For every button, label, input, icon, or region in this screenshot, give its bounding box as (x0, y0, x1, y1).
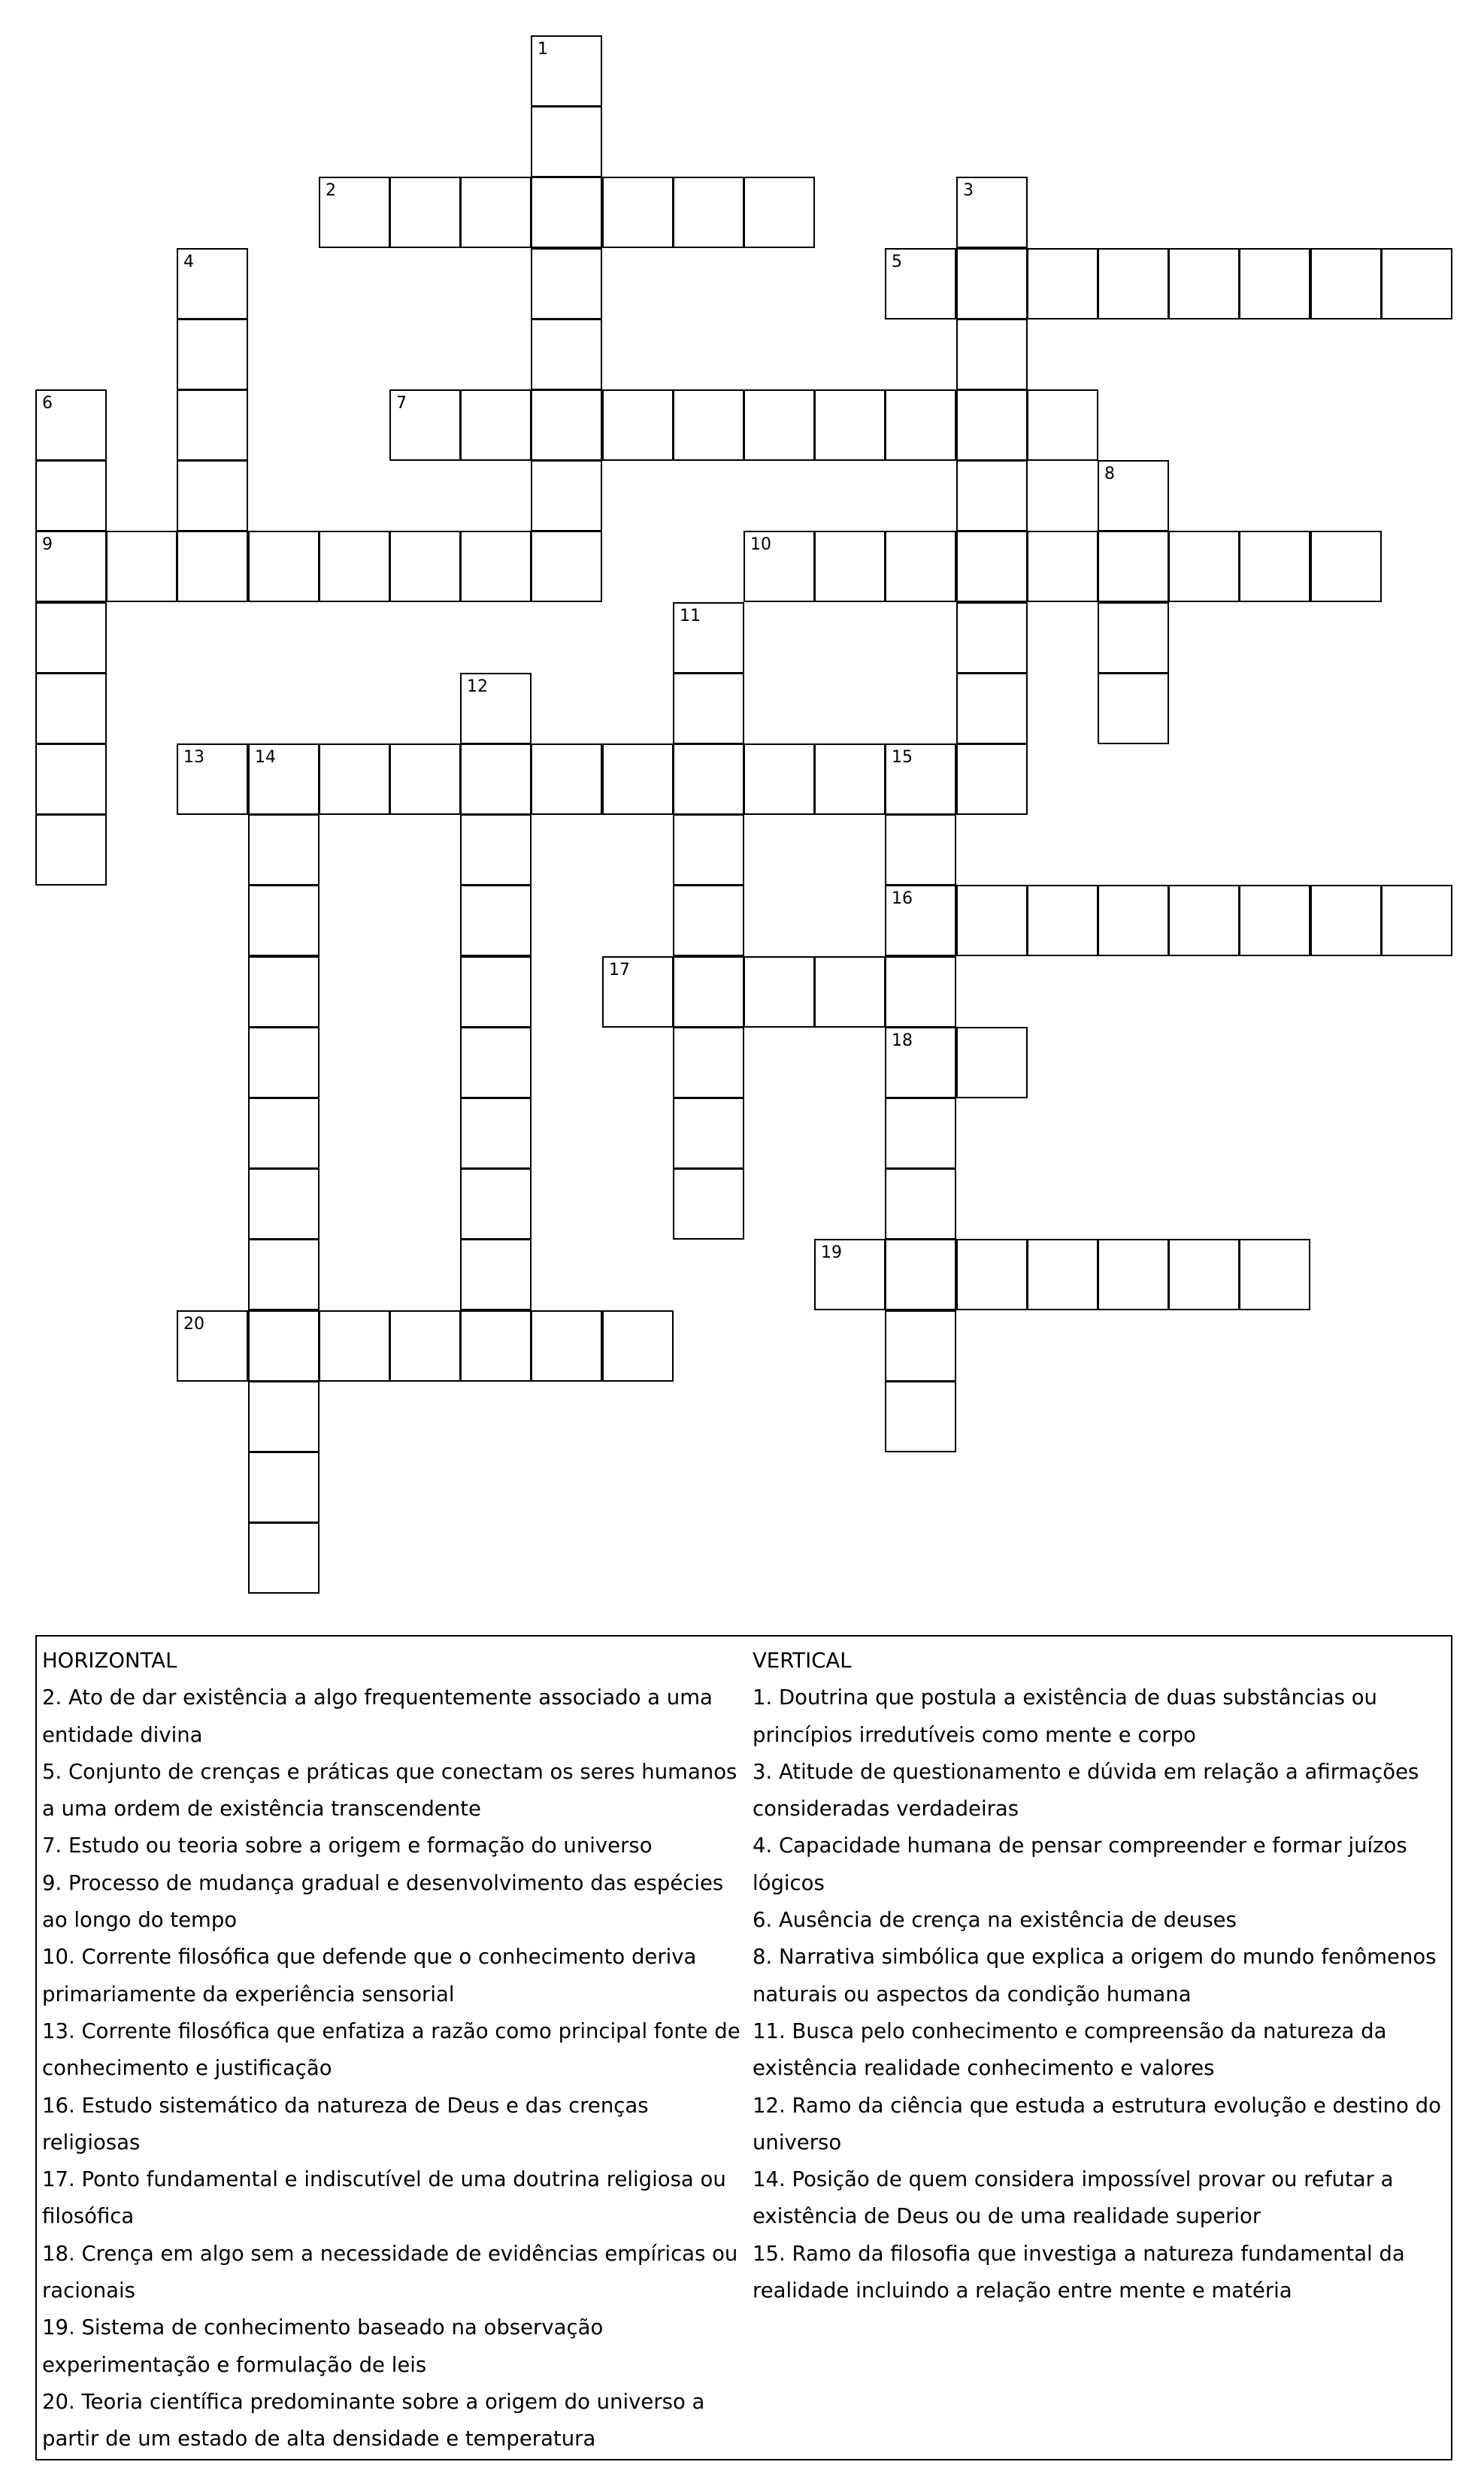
grid-cell[interactable] (460, 1239, 532, 1310)
grid-cell[interactable] (460, 177, 532, 248)
grid-cell[interactable] (389, 389, 461, 461)
grid-cell[interactable] (248, 1522, 320, 1594)
grid-cell[interactable] (177, 1310, 248, 1382)
grid-cell[interactable] (1098, 531, 1169, 602)
grid-cell[interactable] (885, 1098, 956, 1169)
grid-cell[interactable] (389, 1310, 461, 1382)
clue-text: 20. Teoria científica predominante sobre a origem do universo a partir de um estado de alta densidade e temperatura (42, 2389, 705, 2451)
grid-cell[interactable] (956, 460, 1028, 531)
grid-cell[interactable] (956, 319, 1028, 390)
clue-number: 13 (183, 748, 204, 767)
clue-number: 18 (892, 1031, 913, 1050)
clue-number: 1 (538, 40, 548, 59)
grid-cell[interactable] (1239, 248, 1310, 319)
grid-cell[interactable] (1027, 1239, 1098, 1310)
grid-cell[interactable] (744, 389, 815, 461)
grid-cell[interactable] (531, 319, 602, 390)
grid-cell[interactable] (389, 743, 461, 815)
grid-cell[interactable] (460, 1168, 532, 1240)
grid-cell[interactable] (673, 743, 744, 815)
grid-cell[interactable] (460, 885, 532, 956)
grid-cell[interactable] (177, 531, 248, 602)
grid-cell[interactable] (35, 531, 107, 602)
grid-cell[interactable] (885, 1027, 956, 1098)
grid-cell[interactable] (177, 248, 248, 319)
clue-text: 4. Capacidade humana de pensar compreender e formar juízos lógicos (753, 1833, 1407, 1895)
clue-number: 15 (892, 748, 913, 767)
clue-text: 2. Ato de dar existência a algo frequentemente associado a uma entidade divina (42, 1685, 713, 1747)
clue-number: 8 (1104, 465, 1115, 483)
clue-text: 14. Posição de quem considera impossível provar ou refutar a existência de Deus ou de uma realidade superior (753, 2167, 1394, 2229)
grid-cell[interactable] (35, 673, 107, 744)
grid-cell[interactable] (885, 956, 956, 1028)
grid-cell[interactable] (531, 106, 602, 177)
clue-number: 11 (680, 607, 701, 625)
clue-text: 1. Doutrina que postula a existência de duas substâncias ou princípios irredutíveis como mente e corpo (753, 1685, 1377, 1747)
grid-cell[interactable] (531, 248, 602, 319)
clue-text: 10. Corrente filosófica que defende que o conhecimento deriva primariamente da experiência sensorial (42, 1945, 697, 2006)
grid-cell[interactable] (1239, 1239, 1310, 1310)
grid-cell[interactable] (673, 1027, 744, 1098)
grid-cell[interactable] (106, 531, 177, 602)
grid-cell[interactable] (956, 1239, 1028, 1310)
clue-text: 12. Ramo da ciência que estuda a estrutura evolução e destino do universo (753, 2093, 1441, 2154)
clue-text: 9. Processo de mudança gradual e desenvolvimento das espécies ao longo do tempo (42, 1870, 724, 1933)
clue-number: 12 (467, 677, 488, 696)
grid-cell[interactable] (885, 1310, 956, 1382)
grid-cell[interactable] (319, 177, 390, 248)
clue-number: 5 (892, 253, 902, 271)
grid-cell[interactable] (389, 177, 461, 248)
grid-cell[interactable] (885, 743, 956, 815)
grid-cell[interactable] (1310, 531, 1382, 602)
grid-cell[interactable] (248, 531, 320, 602)
grid-cell[interactable] (1381, 885, 1452, 956)
grid-cell[interactable] (1098, 673, 1169, 744)
grid-cell[interactable] (885, 885, 956, 956)
grid-cell[interactable] (248, 1310, 320, 1382)
grid-cell[interactable] (460, 1310, 532, 1382)
grid-cell[interactable] (1027, 531, 1098, 602)
grid-cell[interactable] (1239, 531, 1310, 602)
grid-cell[interactable] (673, 389, 744, 461)
grid-cell[interactable] (956, 389, 1028, 461)
grid-cell[interactable] (956, 743, 1028, 815)
clue-text: 17. Ponto fundamental e indiscutível de uma doutrina religiosa ou filosófica (42, 2167, 726, 2229)
clue-text: 3. Atitude de questionamento e dúvida em relação a afirmações consideradas verdadeiras (753, 1759, 1419, 1821)
grid-cell[interactable] (460, 531, 532, 602)
grid-cell[interactable] (744, 743, 815, 815)
grid-cell[interactable] (602, 177, 674, 248)
grid-cell[interactable] (460, 389, 532, 461)
grid-cell[interactable] (460, 673, 532, 744)
grid-cell[interactable] (814, 743, 886, 815)
grid-cell[interactable] (35, 460, 107, 531)
grid-cell[interactable] (248, 1452, 320, 1523)
down-clue-list (753, 1679, 1448, 2309)
down-heading: VERTICAL (753, 1649, 852, 1673)
grid-cell[interactable] (248, 1098, 320, 1169)
clue-text: 15. Ramo da filosofia que investiga a natureza fundamental da realidade incluindo a relação entre mente e matéria (753, 2241, 1405, 2303)
grid-cell[interactable] (1168, 885, 1240, 956)
grid-cell[interactable] (1027, 885, 1098, 956)
grid-cell[interactable] (673, 1168, 744, 1240)
grid-cell[interactable] (956, 673, 1028, 744)
grid-cell[interactable] (885, 248, 956, 319)
grid-cell[interactable] (319, 1310, 390, 1382)
clue-text: 16. Estudo sistemático da natureza de Deus e das crenças religiosas (42, 2093, 649, 2154)
grid-cell[interactable] (531, 531, 602, 602)
across-clue-list (42, 1679, 749, 2457)
grid-cell[interactable] (814, 1239, 886, 1310)
grid-cell[interactable] (602, 743, 674, 815)
grid-cell[interactable] (956, 248, 1028, 319)
across-clues (42, 1643, 749, 2458)
grid-cell[interactable] (248, 1239, 320, 1310)
grid-cell[interactable] (460, 1027, 532, 1098)
grid-cell[interactable] (177, 389, 248, 461)
grid-cell[interactable] (248, 956, 320, 1028)
grid-cell[interactable] (460, 1098, 532, 1169)
grid-cell[interactable] (885, 814, 956, 886)
grid-cell[interactable] (531, 743, 602, 815)
clue-number: 20 (183, 1315, 204, 1334)
grid-cell[interactable] (531, 389, 602, 461)
grid-cell[interactable] (956, 177, 1028, 248)
grid-cell[interactable] (885, 1239, 956, 1310)
clues-box (35, 1635, 1452, 2460)
grid-cell[interactable] (814, 956, 886, 1028)
clue-text: 13. Corrente filosófica que enfatiza a razão como principal fonte de conhecimento e justificação (42, 2018, 740, 2081)
grid-cell[interactable] (389, 531, 461, 602)
grid-cell[interactable] (673, 177, 744, 248)
clue-text: 6. Ausência de crença na existência de deuses (753, 1908, 1237, 1933)
grid-cell[interactable] (673, 673, 744, 744)
clue-text: 7. Estudo ou teoria sobre a origem e formação do universo (42, 1833, 653, 1858)
grid-cell[interactable] (177, 743, 248, 815)
clue-text: 19. Sistema de conhecimento baseado na observação experimentação e formulação de leis (42, 2315, 604, 2377)
grid-cell[interactable] (885, 531, 956, 602)
grid-cell[interactable] (248, 1027, 320, 1098)
clue-number: 19 (821, 1243, 842, 1262)
grid-cell[interactable] (673, 956, 744, 1028)
grid-cell[interactable] (602, 1310, 674, 1382)
clue-number: 10 (750, 535, 771, 554)
grid-cell[interactable] (531, 35, 602, 107)
across-heading: HORIZONTAL (42, 1649, 177, 1673)
grid-cell[interactable] (1310, 248, 1382, 319)
grid-cell[interactable] (1098, 248, 1169, 319)
grid-cell[interactable] (1239, 885, 1310, 956)
grid-cell[interactable] (673, 885, 744, 956)
clue-text: 8. Narrativa simbólica que explica a origem do mundo fenômenos naturais ou aspectos da condição humana (753, 1945, 1437, 2006)
grid-cell[interactable] (248, 885, 320, 956)
grid-cell[interactable] (35, 389, 107, 461)
clue-number: 16 (892, 889, 913, 908)
grid-cell[interactable] (531, 1310, 602, 1382)
grid-cell[interactable] (602, 389, 674, 461)
grid-cell[interactable] (460, 956, 532, 1028)
clue-number: 6 (42, 394, 53, 413)
grid-cell[interactable] (1098, 885, 1169, 956)
grid-cell[interactable] (1168, 531, 1240, 602)
grid-cell[interactable] (885, 1168, 956, 1240)
clue-number: 3 (963, 181, 974, 200)
grid-cell[interactable] (744, 177, 815, 248)
clue-number: 14 (255, 748, 276, 767)
grid-cell[interactable] (248, 814, 320, 886)
clue-text: 5. Conjunto de crenças e práticas que conectam os seres humanos a uma ordem de existência transcendente (42, 1759, 737, 1821)
grid-cell[interactable] (177, 319, 248, 390)
grid-cell[interactable] (1381, 248, 1452, 319)
clue-number: 17 (609, 961, 630, 980)
grid-cell[interactable] (319, 743, 390, 815)
grid-cell[interactable] (1098, 1239, 1169, 1310)
grid-cell[interactable] (1098, 602, 1169, 674)
down-clues (753, 1643, 1448, 2309)
grid-cell[interactable] (885, 389, 956, 461)
grid-cell[interactable] (248, 1381, 320, 1452)
grid-cell[interactable] (673, 1098, 744, 1169)
grid-cell[interactable] (1027, 389, 1098, 461)
grid-cell[interactable] (814, 389, 886, 461)
grid-cell[interactable] (531, 460, 602, 531)
grid-cell[interactable] (1027, 248, 1098, 319)
grid-cell[interactable] (1168, 248, 1240, 319)
clue-number: 4 (183, 253, 194, 271)
clue-number: 9 (42, 535, 53, 554)
grid-cell[interactable] (956, 531, 1028, 602)
grid-cell[interactable] (814, 531, 886, 602)
clue-number: 2 (326, 181, 336, 200)
grid-cell[interactable] (885, 1381, 956, 1452)
grid-cell[interactable] (956, 602, 1028, 674)
grid-cell[interactable] (1098, 460, 1169, 531)
grid-cell[interactable] (744, 531, 815, 602)
grid-cell[interactable] (602, 956, 674, 1028)
grid-cell[interactable] (248, 1168, 320, 1240)
grid-cell[interactable] (744, 956, 815, 1028)
grid-cell[interactable] (673, 814, 744, 886)
clue-text: 18. Crença em algo sem a necessidade de evidências empíricas ou racionais (42, 2241, 738, 2303)
grid-cell[interactable] (319, 531, 390, 602)
grid-cell[interactable] (35, 602, 107, 674)
grid-cell[interactable] (956, 885, 1028, 956)
grid-cell[interactable] (956, 1027, 1028, 1098)
grid-cell[interactable] (460, 814, 532, 886)
grid-cell[interactable] (177, 460, 248, 531)
grid-cell[interactable] (1168, 1239, 1240, 1310)
grid-cell[interactable] (460, 743, 532, 815)
grid-cell[interactable] (531, 177, 602, 248)
grid-cell[interactable] (35, 743, 107, 815)
grid-cell[interactable] (35, 814, 107, 886)
clue-number: 7 (396, 394, 407, 413)
clue-text: 11. Busca pelo conhecimento e compreensão da natureza da existência realidade conhecimento e valores (753, 2018, 1387, 2081)
grid-cell[interactable] (248, 743, 320, 815)
grid-cell[interactable] (1310, 885, 1382, 956)
grid-cell[interactable] (673, 602, 744, 674)
